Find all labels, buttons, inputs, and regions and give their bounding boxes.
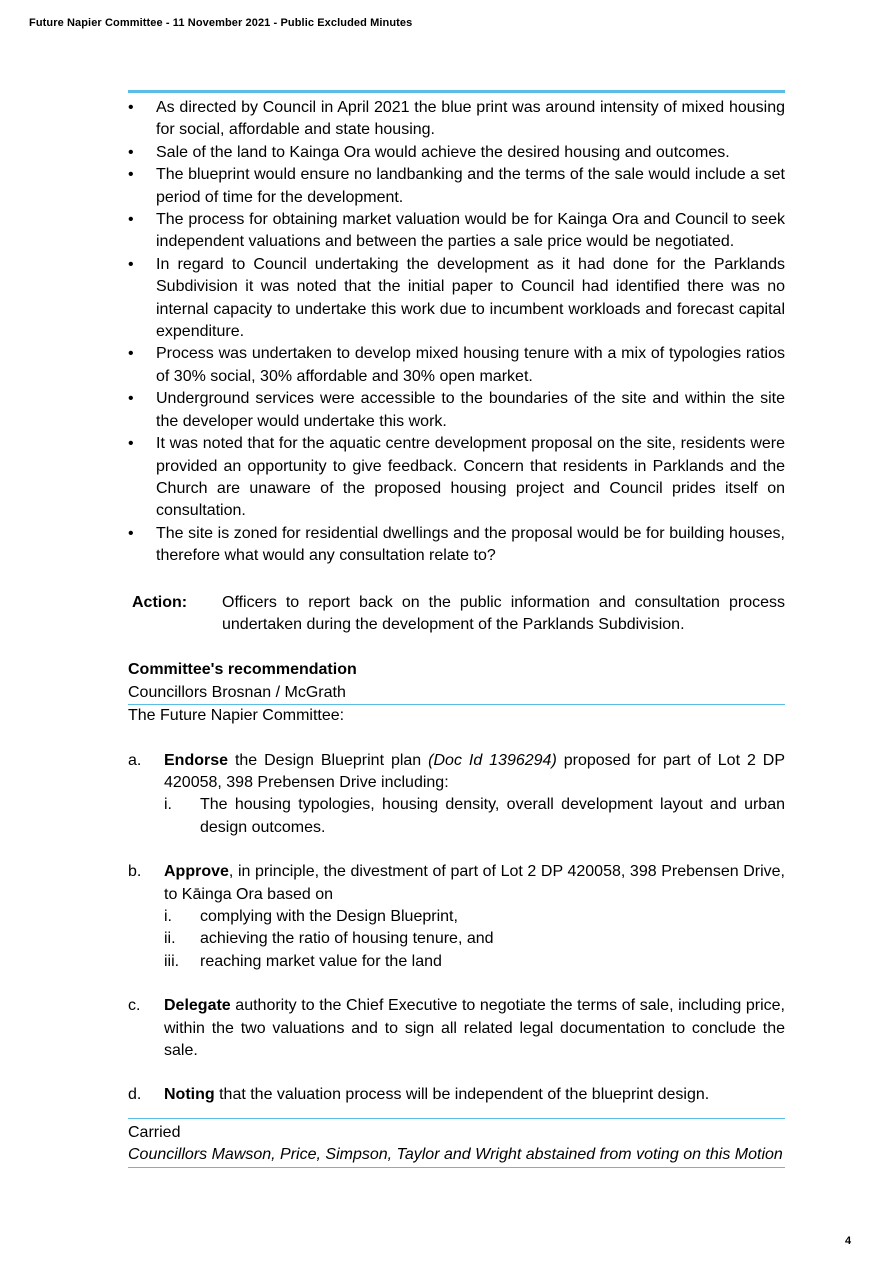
resolution-item-b: b. Approve, in principle, the divestment of part of Lot 2 DP 420058, 398 Prebensen Drive, to Kāinga Ora based on i. complying with the Design Blueprint, ii. achieving the ratio of housing tenure, and iii. reaching market value for the land <box>128 861 785 973</box>
running-header: Future Napier Committee - 11 November 2021 - Public Excluded Minutes <box>29 17 413 29</box>
resolution-item-d: d. Noting that the valuation process will be independent of the blueprint design. <box>128 1086 710 1104</box>
sub-item: i. The housing typologies, housing density, overall development layout and urban design outcomes. <box>164 796 785 836</box>
bullet-item: • As directed by Council in April 2021 the blue print was around intensity of mixed housing for social, affordable and state housing. <box>128 99 785 139</box>
result-block <box>128 1122 785 1167</box>
bullet-icon: • <box>128 435 134 453</box>
recommendation-heading: Committee's recommendation <box>128 661 357 679</box>
bullet-icon: • <box>128 345 134 363</box>
minutes-body <box>128 90 785 1168</box>
resolution-verb: Approve <box>164 863 229 881</box>
page-number: 4 <box>845 1235 852 1247</box>
bullet-icon: • <box>128 99 134 116</box>
resolution-verb: Noting <box>164 1086 215 1104</box>
bullet-item: • The process for obtaining market valuation would be for Kainga Ora and Council to seek independent valuations and between the parties a sale price would be negotiated. <box>128 211 785 251</box>
bullet-item: • Underground services were accessible to the boundaries of the site and within the site the developer would undertake this work. <box>128 390 785 430</box>
bullet-item: • The site is zoned for residential dwellings and the proposal would be for building houses, therefore what would any consultation relate to? <box>128 524 785 565</box>
bullet-icon: • <box>128 211 134 229</box>
sub-item: ii. achieving the ratio of housing tenure, and <box>164 930 494 948</box>
result-rule-top <box>128 1118 785 1119</box>
resolution-verb: Delegate <box>164 997 231 1015</box>
action-item <box>128 592 785 637</box>
result-carried: Carried <box>128 1123 181 1141</box>
resolution-item-c: c. Delegate authority to the Chief Executive to negotiate the terms of sale, including price, within the two valuations and to sign all related legal documentation to conclude the sale. <box>128 997 785 1060</box>
bullet-icon: • <box>128 143 134 161</box>
bullet-item: • Sale of the land to Kainga Ora would achieve the desired housing and outcomes. <box>128 142 785 164</box>
action-label: Action: <box>132 593 188 611</box>
bullet-item: • In regard to Council undertaking the development as it had done for the Parklands Subdivision it was noted that the initial paper to Council had identified there was no internal capacity to undertake this work due to incumbent workloads and forecast capital expenditure. <box>128 255 785 341</box>
doc-reference: (Doc Id 1396294) <box>428 751 557 769</box>
committee-name: The Future Napier Committee: <box>128 707 345 725</box>
bullet-icon: • <box>128 255 134 273</box>
sub-item: iii. reaching market value for the land <box>164 952 442 970</box>
bullet-item: • It was noted that for the aquatic centre development proposal on the site, residents were provided an opportunity to give feedback. Concern that residents in Parklands and the Church are unaware of the proposed housing project and Council prides itself on consultation. <box>128 435 785 520</box>
bullet-icon: • <box>128 166 134 184</box>
sub-item: i. complying with the Design Blueprint, <box>164 908 458 925</box>
bullet-item: • The blueprint would ensure no landbanking and the terms of the sale would include a set period of time for the development. <box>128 166 785 206</box>
resolution-item-a: a. Endorse the Design Blueprint plan (Doc Id 1396294) proposed for part of Lot 2 DP 420058, 398 Prebensen Drive including: i. The housing typologies, housing density, overall development layout and urban design outcomes. <box>128 750 785 840</box>
abstention-note: Councillors Mawson, Price, Simpson, Taylor and Wright abstained from voting on this Motion <box>128 1146 783 1164</box>
discussion-bullets <box>128 97 785 568</box>
action-text: Officers to report back on the public information and consultation process undertaken during the development of the Parklands Subdivision. <box>222 593 785 633</box>
bullet-item: • Process was undertaken to develop mixed housing tenure with a mix of typologies ratios of 30% social, 30% affordable and 30% open market. <box>128 345 785 385</box>
bullet-icon: • <box>128 524 134 542</box>
movers: Councillors Brosnan / McGrath <box>128 683 346 701</box>
resolution-verb: Endorse <box>164 751 229 769</box>
top-rule <box>128 90 785 93</box>
result-rule-bottom <box>128 1167 785 1168</box>
bullet-icon: • <box>128 390 134 408</box>
resolution-items <box>128 750 785 1107</box>
